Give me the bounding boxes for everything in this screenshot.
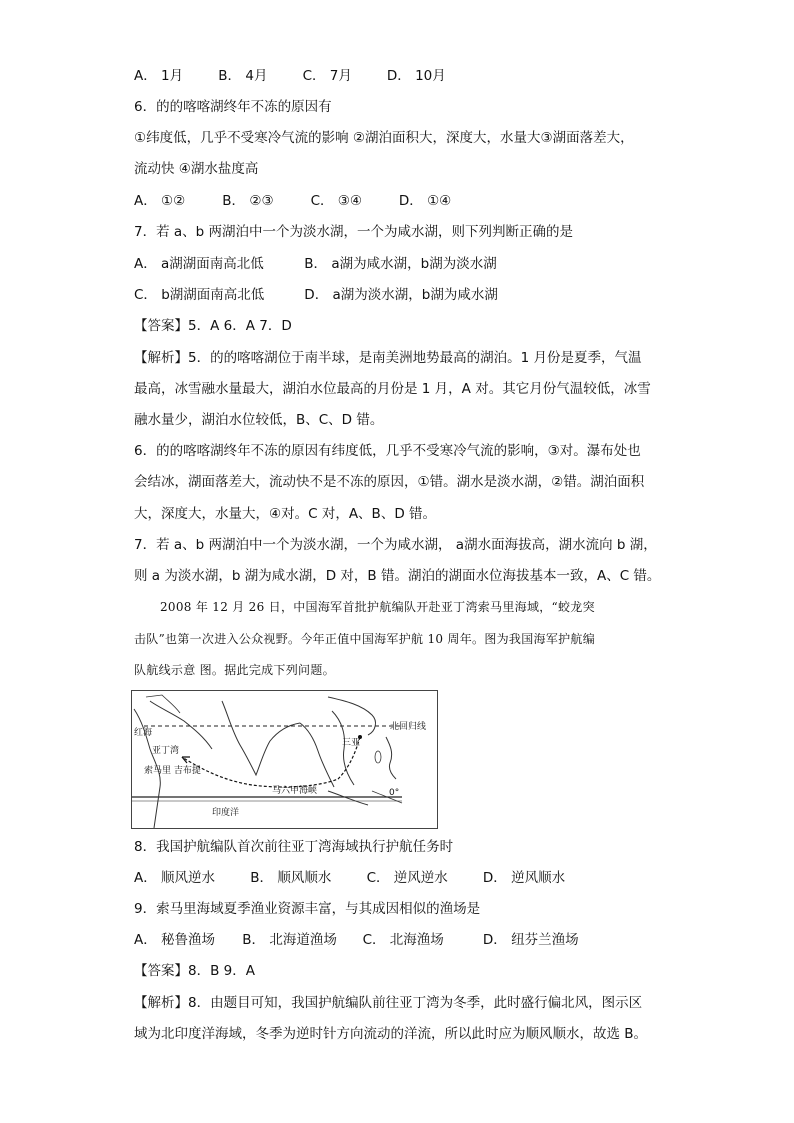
analysis1-line1: 【解析】5．的的喀喀湖位于南半球，是南美洲地势最高的湖泊。1 月份是夏季，气温 <box>134 350 642 366</box>
q9-option-a: A． 秘鲁渔场 <box>134 932 216 948</box>
q5-option-a: A． 1月 <box>134 68 184 84</box>
q8-option-c: C． 逆风逆水 <box>366 870 448 886</box>
map-label-equator: 0° <box>389 788 400 798</box>
passage-line1: 2008 年 12 月 26 日，中国海军首批护航编队开赴亚丁湾索马里海域，“蛟龙突 <box>160 600 595 614</box>
q6-option-c: C． ③④ <box>310 193 363 209</box>
q7-options-row2 <box>134 285 498 305</box>
q9-option-b: B． 北海道渔场 <box>242 932 337 948</box>
analysis2-line2: 域为北印度洋海域，冬季为逆时针方向流动的洋流，所以此时应为顺风顺水，故选 B。 <box>134 1026 648 1042</box>
analysis1-line2: 最高，冰雪融水量最大，湖泊水位最高的月份是 1 月，A 对。其它月份气温较低，冰雪 <box>134 381 651 397</box>
q7-option-a: A． a湖湖面南高北低 <box>134 256 264 272</box>
q5-option-d: D． 10月 <box>386 68 446 84</box>
escort-route-map <box>131 690 438 829</box>
q5-option-b: B． 4月 <box>218 68 268 84</box>
answer-block-1: 【答案】5．A 6．A 7．D <box>134 318 292 334</box>
q6-stem: 6．的的喀喀湖终年不冻的原因有 <box>134 99 332 115</box>
map-label-gulf-of-aden: 亚丁湾 <box>152 746 180 756</box>
q6-statements-line2: 流动快 ④湖水盐度高 <box>134 161 259 177</box>
map-label-tropic: 北回归线 <box>390 722 427 732</box>
q6-option-a: A． ①② <box>134 193 186 209</box>
map-label-sanya: 三亚 <box>342 738 361 748</box>
map-label-malacca: 马六甲海峡 <box>272 786 318 796</box>
q7-options-row1 <box>134 254 497 274</box>
q9-stem: 9．索马里海域夏季渔业资源丰富，与其成因相似的渔场是 <box>134 901 481 917</box>
q9-option-d: D． 纽芬兰渔场 <box>482 932 579 948</box>
passage-line3: 队航线示意 图。据此完成下列问题。 <box>134 663 335 677</box>
q6-option-d: D． ①④ <box>398 193 452 209</box>
q6-option-b: B． ②③ <box>222 193 274 209</box>
q7-option-c: C． b湖湖面南高北低 <box>134 287 265 303</box>
analysis1-line3: 融水量少，湖泊水位较低，B、C、D 错。 <box>134 412 384 428</box>
q5-option-c: C． 7月 <box>302 68 352 84</box>
q8-options <box>134 868 565 888</box>
analysis1-line6: 大，深度大，水量大，④对。C 对，A、B、D 错。 <box>134 506 437 522</box>
analysis1-line8: 则 a 为淡水湖，b 湖为咸水湖，D 对，B 错。湖泊的湖面水位海拔基本一致，A、C 错。 <box>134 568 661 584</box>
map-label-somalia: 索马里 吉布提 <box>144 766 201 776</box>
q6-options <box>134 191 451 211</box>
analysis2-line1: 【解析】8．由题目可知，我国护航编队前往亚丁湾为冬季，此时盛行偏北风，图示区 <box>134 995 643 1011</box>
map-label-indian-ocean: 印度洋 <box>212 808 240 818</box>
q8-option-b: B． 顺风顺水 <box>250 870 332 886</box>
q8-option-a: A． 顺风逆水 <box>134 870 216 886</box>
q8-option-d: D． 逆风顺水 <box>482 870 566 886</box>
analysis1-line7: 7．若 a、b 两湖泊中一个为淡水湖，一个为咸水湖， a湖水面海拔高，湖水流向 b 湖， <box>134 537 657 553</box>
q7-stem: 7．若 a、b 两湖泊中一个为淡水湖，一个为咸水湖，则下列判断正确的是 <box>134 224 574 240</box>
q6-statements-line1: ①纬度低，几乎不受寒冷气流的影响 ②湖泊面积大，深度大，水量大③湖面落差大， <box>134 130 634 146</box>
answer-block-2: 【答案】8．B 9．A <box>134 963 255 979</box>
analysis1-line5: 会结冰，湖面落差大，流动快不是不冻的原因，①错。湖水是淡水湖，②错。湖泊面积 <box>134 474 645 490</box>
passage-line2: 击队”也第一次进入公众视野。今年正值中国海军护航 10 周年。图为我国海军护航编 <box>134 632 596 646</box>
q8-stem: 8．我国护航编队首次前往亚丁湾海域执行护航任务时 <box>134 839 454 855</box>
map-label-red-sea: 红海 <box>134 728 153 738</box>
q9-option-c: C． 北海渔场 <box>362 932 444 948</box>
q5-options <box>134 66 446 86</box>
analysis1-line4: 6．的的喀喀湖终年不冻的原因有纬度低，几乎不受寒冷气流的影响，③对。瀑布处也 <box>134 443 641 459</box>
q7-option-b: B． a湖为咸水湖，b湖为淡水湖 <box>304 256 497 272</box>
q7-option-d: D． a湖为淡水湖，b湖为咸水湖 <box>304 287 498 303</box>
q9-options <box>134 930 579 950</box>
